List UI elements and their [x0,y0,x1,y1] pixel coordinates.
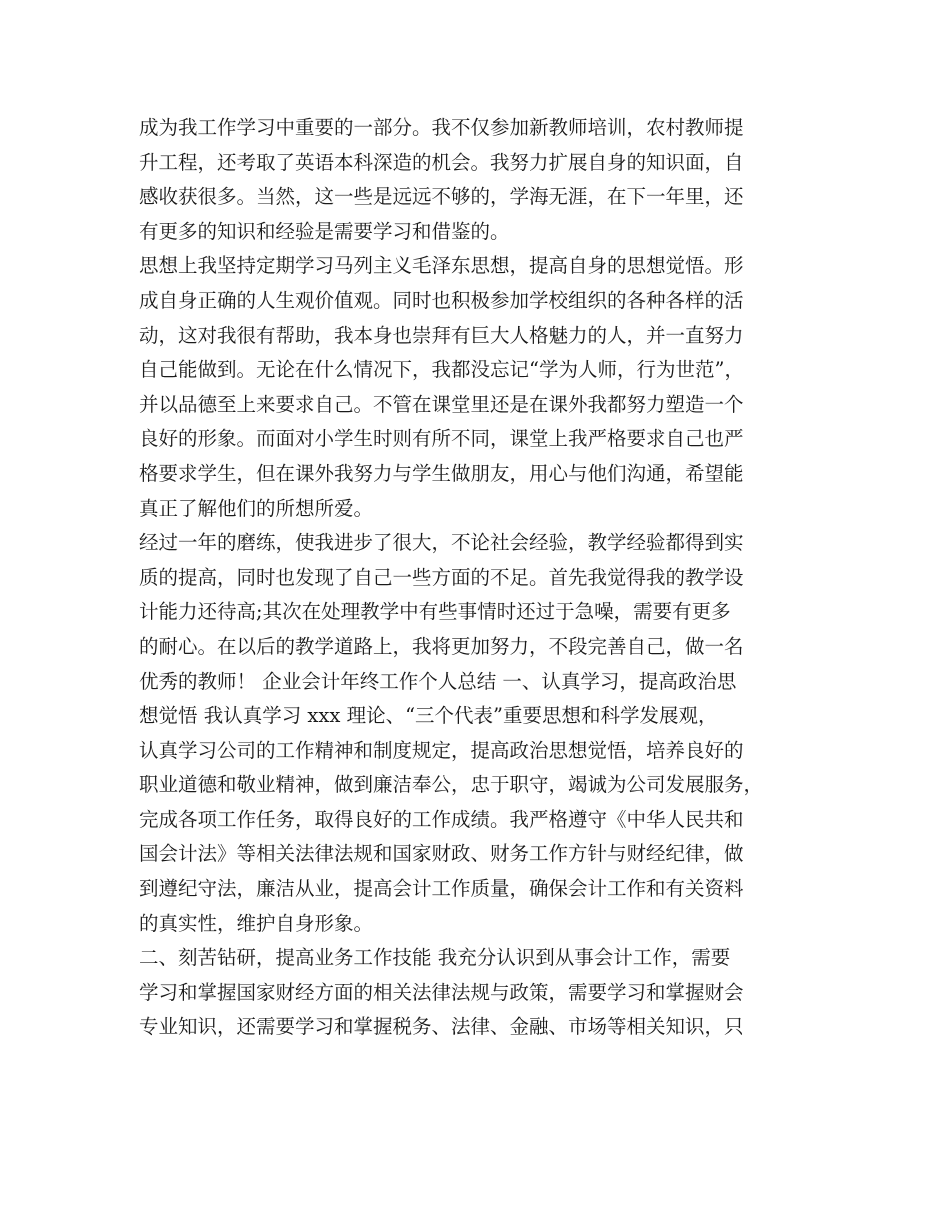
text-line: 想觉悟 我认真学习 xxx 理论、“三个代表”重要思想和科学发展观， [139,704,718,728]
text-line: 的真实性，维护自身形象。 [139,911,374,935]
text-line: 格要求学生，但在课外我努力与学生做朋友，用心与他们沟通，希望能 [139,461,744,485]
text-line: 完成各项工作任务，取得良好的工作成绩。我严格遵守《中华人民共和 [139,807,744,831]
text-line: 计能力还待高;其次在处理教学中有些事情时还过于急噪，需要有更多 [139,600,731,624]
document-body [139,111,829,1045]
text-line: 认真学习公司的工作精神和制度规定，提高政治思想觉悟，培养良好的 [139,738,744,762]
text-line: 成自身正确的人生观价值观。同时也积极参加学校组织的各种各样的活 [139,288,744,312]
text-line: 有更多的知识和经验是需要学习和借鉴的。 [139,219,510,243]
text-line: 真正了解他们的所想所爱。 [139,496,374,520]
text-line: 二、刻苦钻研，提高业务工作技能 我充分认识到从事会计工作，需要 [139,946,731,970]
text-line: 的耐心。在以后的教学道路上，我将更加努力，不段完善自己，做一名 [139,634,744,658]
text-line: 自己能做到。无论在什么情况下，我都没忘记“学为人师，行为世范”， [139,358,744,382]
text-line: 成为我工作学习中重要的一部分。我不仅参加新教师培训，农村教师提 [139,116,744,139]
text-line: 到遵纪守法，廉洁从业，提高会计工作质量，确保会计工作和有关资料 [139,877,744,901]
text-line: 经过一年的磨练，使我进步了很大，不论社会经验，教学经验都得到实 [139,531,744,555]
text-line: 良好的形象。而面对小学生时则有所不同，课堂上我严格要求自己也严 [139,427,744,451]
text-line: 思想上我坚持定期学习马列主义毛泽东思想，提高自身的思想觉悟。形 [139,254,744,278]
text-line: 国会计法》等相关法律法规和国家财政、财务工作方针与财经纪律，做 [139,842,744,866]
text-line: 感收获很多。当然，这一些是远远不够的，学海无涯，在下一年里，还 [139,185,744,209]
text-line: 学习和掌握国家财经方面的相关法律法规与政策，需要学习和掌握财会 [139,980,744,1004]
text-line: 升工程，还考取了英语本科深造的机会。我努力扩展自身的知识面，自 [139,150,744,174]
text-line: 职业道德和敬业精神，做到廉洁奉公，忠于职守，竭诚为公司发展服务， [139,773,764,797]
text-line: 动，这对我很有帮助，我本身也崇拜有巨大人格魅力的人，并一直努力 [139,323,744,347]
text-line: 专业知识，还需要学习和掌握税务、法律、金融、市场等相关知识，只 [139,1015,744,1039]
text-line: 质的提高，同时也发现了自己一些方面的不足。首先我觉得我的教学设 [139,565,744,589]
text-line: 并以品德至上来要求自己。不管在课堂里还是在课外我都努力塑造一个 [139,392,744,416]
text-line: 优秀的教师！ 企业会计年终工作个人总结 一、认真学习，提高政治思 [139,669,737,693]
